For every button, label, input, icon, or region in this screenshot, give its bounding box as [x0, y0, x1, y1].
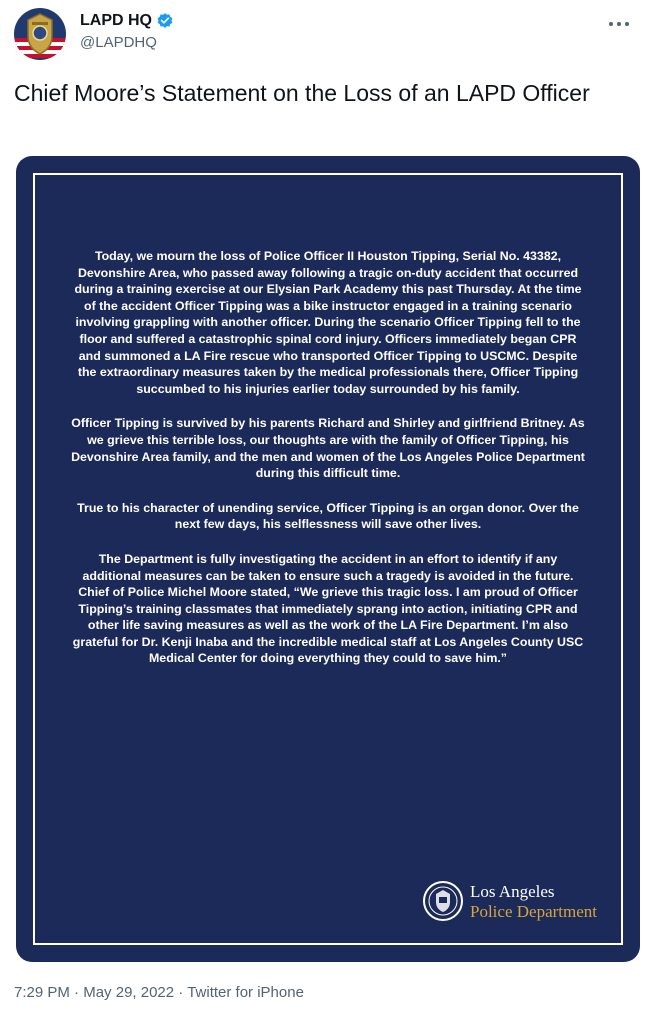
lapd-badge-avatar[interactable] — [14, 8, 66, 60]
verified-badge-icon — [156, 12, 174, 30]
lapd-logo — [422, 880, 600, 924]
statement-body — [68, 248, 588, 685]
statement-paragraph: The Department is fully investigating the accident in an effort to identify if any additional measures can be taken to ensure such a tragedy is avoided in the future. Chief of Police Michel Moore stated, “We grieve this tragic loss. I am proud of Officer Tipping’s training classmates that immediately sprang into action, initiating CPR and other life saving measures as well as the work of the LA Fire Department. I’m also grateful for Dr. Kenji Inaba and the incredible medical staff at Los Angeles County USC Medical Center for doing everything they could to save him.” — [72, 551, 584, 666]
display-name[interactable]: LAPD HQ — [80, 12, 152, 29]
statement-image[interactable] — [16, 156, 640, 962]
tweet-source[interactable]: Twitter for iPhone — [187, 984, 304, 1001]
tweet-header — [14, 8, 636, 64]
logo-line-2: Police Department — [470, 902, 597, 921]
tweet-date[interactable]: May 29, 2022 — [83, 984, 175, 1001]
tweet-time[interactable]: 7:29 PM — [14, 984, 70, 1001]
account-handle[interactable]: @LAPDHQ — [80, 34, 157, 51]
tweet-text: Chief Moore’s Statement on the Loss of an LAPD Officer — [14, 80, 590, 106]
city-seal-icon — [422, 880, 464, 922]
statement-paragraph: Today, we mourn the loss of Police Officer II Houston Tipping, Serial No. 43382, Devonshire Area, who passed away following a tragic on-duty accident that occurred during a training exercise at our Elysian Park Academy this past Thursday. At the time of the accident Officer Tipping was a bike instructor engaged in a training scenario involving grappling with another officer. During the scenario Officer Tipping fell to the floor and suffered a catastrophic spinal cord injury. Officers immediately began CPR and summoned a LA Fire rescue who transported Officer Tipping to USCMC. Despite the extraordinary measures taken by the medical professionals there, Officer Tipping succumbed to his injuries earlier today surrounded by his family. — [74, 249, 582, 396]
meta-separator: · — [174, 984, 188, 1001]
tweet-meta — [14, 984, 304, 1001]
statement-paragraph: Officer Tipping is survived by his parents Richard and Shirley and girlfriend Britney. As we grieve this terrible loss, our thoughts are with the family of Officer Tipping, his Devonshire Area family, and the men and women of the Los Angeles Police Department during this difficult time. — [71, 416, 585, 481]
more-options-icon[interactable] — [604, 12, 634, 36]
statement-paragraph: True to his character of unending service, Officer Tipping is an organ donor. Over the next few days, his selflessness will save other lives. — [77, 500, 579, 532]
meta-separator: · — [69, 984, 84, 1001]
logo-line-1: Los Angeles — [470, 882, 555, 901]
